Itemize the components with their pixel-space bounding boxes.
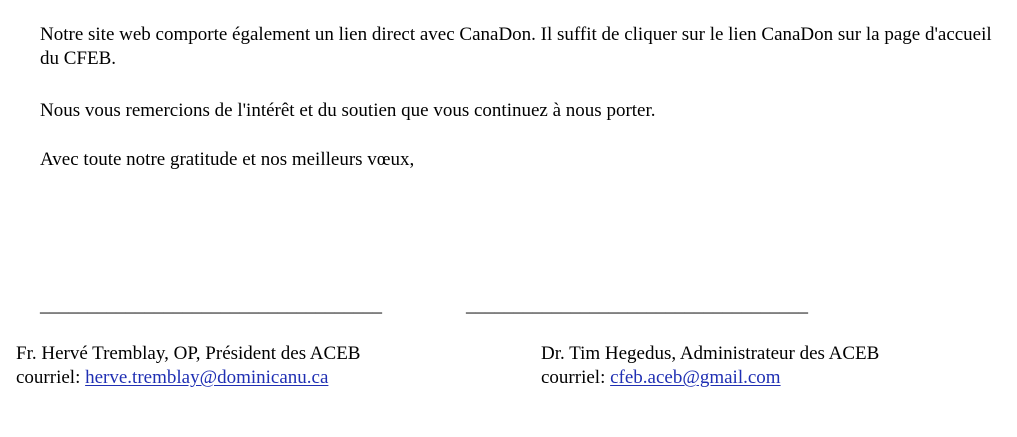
email-label-right: courriel: (541, 367, 611, 388)
email-label-left: courriel: (16, 367, 86, 388)
signer-email-row-right (541, 366, 879, 390)
signer-block-right (541, 342, 879, 390)
paragraph-thanks: Nous vous remercions de l'intérêt et du soutien que vous continuez à nous porter. (40, 100, 656, 121)
email-link-right[interactable]: cfeb.aceb@gmail.com (610, 367, 781, 388)
signer-block-left (16, 342, 360, 390)
signer-email-row-left (16, 366, 360, 390)
email-link-left[interactable]: herve.tremblay@dominicanu.ca (85, 367, 329, 388)
paragraph-canadon-link: Notre site web comporte également un lien direct avec CanaDon. Il suffit de cliquer sur le lien CanaDon sur la page d'accueil du CFEB. (40, 24, 992, 69)
signature-line-left: ____________________________________ (40, 295, 382, 316)
signer-name-right: Dr. Tim Hegedus, Administrateur des ACEB (541, 343, 880, 364)
signer-name-left: Fr. Hervé Tremblay, OP, Président des ACEB (16, 343, 361, 364)
signature-line-right: ____________________________________ (466, 295, 808, 316)
paragraph-closing: Avec toute notre gratitude et nos meilleurs vœux, (40, 149, 415, 170)
